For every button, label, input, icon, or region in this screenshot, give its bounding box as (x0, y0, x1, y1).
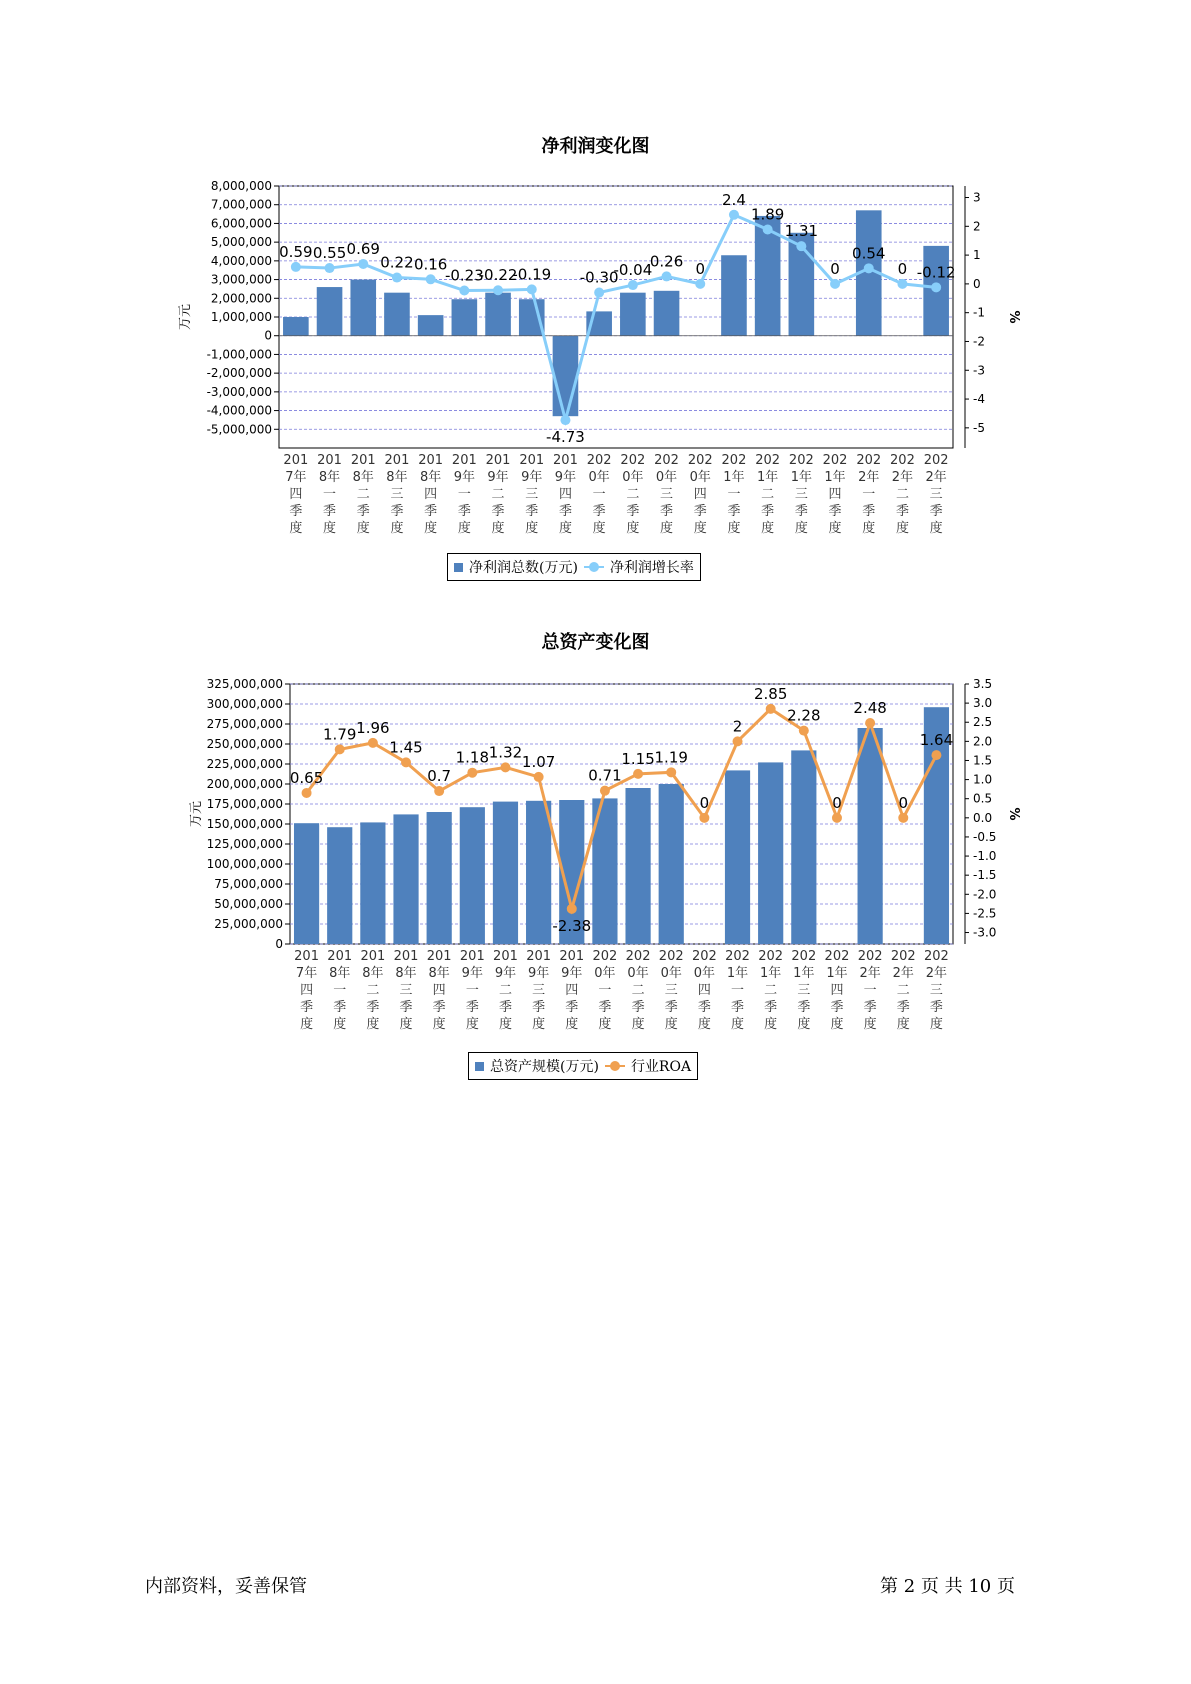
y2-tick-label: 3.0 (973, 696, 993, 711)
data-label: 1.19 (654, 748, 688, 767)
data-label: 2 (732, 717, 743, 736)
data-label: 1.18 (455, 748, 490, 767)
line-point (368, 738, 378, 748)
data-label: -2.38 (552, 916, 592, 935)
data-label: 0.55 (312, 244, 347, 263)
line-point (766, 704, 776, 714)
x-tick-label: 202 0年三季度 (658, 949, 684, 1032)
line-point (467, 768, 477, 778)
x-tick-label: 201 8年二季度 (360, 949, 386, 1032)
line-point (898, 813, 908, 823)
data-label: 2.48 (853, 699, 887, 717)
line-point (434, 786, 444, 796)
y-tick-label: 300,000,000 (206, 697, 283, 711)
x-tick-label: 201 8年三季度 (393, 949, 419, 1032)
legend-label-bars: 总资产规模(万元) (490, 1059, 599, 1075)
y-tick-label: -3,000,000 (206, 384, 272, 399)
y-axis-title: 万元 (189, 800, 204, 828)
data-label: 2.4 (722, 190, 746, 209)
y-tick-label: 275,000,000 (206, 717, 283, 731)
bar (360, 822, 385, 944)
bar-legend-swatch (475, 1062, 484, 1071)
data-label: 0.26 (649, 252, 684, 271)
y2-tick-label: -3.0 (973, 925, 997, 940)
y-tick-label: 225,000,000 (206, 757, 283, 771)
line-point (666, 767, 676, 777)
y2-axis-title: % (1006, 310, 1021, 324)
y-tick-label: 200,000,000 (206, 777, 283, 791)
y-tick-label: 100,000,000 (206, 857, 283, 871)
x-tick-label: 202 1年二季度 (758, 949, 784, 1032)
y-tick-label: 25,000,000 (214, 917, 283, 931)
y2-tick-label: -2 (973, 334, 985, 349)
data-label: 0.22 (380, 253, 414, 272)
bar (725, 770, 750, 944)
x-tick-label: 201 9年四季度 (553, 453, 578, 536)
line-point (832, 813, 842, 823)
data-label: -0.19 (512, 265, 552, 284)
y2-tick-label: 2.0 (973, 734, 993, 749)
x-tick-label: 202 1年三季度 (791, 949, 817, 1032)
bar (427, 812, 452, 944)
bar (858, 728, 883, 944)
x-tick-label: 201 9年三季度 (519, 453, 545, 536)
x-tick-label: 201 7年四季度 (294, 949, 319, 1032)
bar (526, 801, 551, 944)
x-tick-label: 202 2年一季度 (857, 949, 883, 1032)
x-tick-label: 202 0年一季度 (586, 453, 612, 536)
y2-tick-label: 1 (973, 248, 981, 263)
data-label: 0 (695, 259, 706, 278)
line-point (335, 744, 345, 754)
y-tick-label: 50,000,000 (214, 897, 283, 911)
y2-tick-label: -1.5 (973, 868, 997, 883)
y-tick-label: 325,000,000 (206, 677, 283, 691)
x-tick-label: 201 8年四季度 (418, 453, 444, 536)
y2-tick-label: -1.0 (973, 849, 997, 864)
data-label: 1.31 (784, 222, 819, 241)
line-point (401, 757, 411, 767)
bar (294, 823, 319, 944)
y-tick-label: 8,000,000 (210, 179, 272, 193)
x-tick-label: 202 2年二季度 (890, 949, 916, 1032)
line-point (799, 726, 809, 736)
bar (625, 788, 650, 944)
x-tick-label: 202 1年三季度 (788, 453, 814, 536)
x-tick-label: 201 8年一季度 (317, 453, 342, 536)
bar (393, 814, 418, 944)
x-tick-label: 202 0年二季度 (620, 453, 646, 536)
data-label: 1.32 (488, 743, 523, 762)
legend-label-line: 净利润增长率 (609, 560, 694, 576)
data-label: 2.28 (787, 706, 821, 725)
x-tick-label: 202 2年三季度 (924, 949, 949, 1032)
y-tick-label: 1,000,000 (210, 310, 272, 324)
bar (460, 807, 485, 944)
data-label: 0 (898, 793, 909, 812)
data-label: -4.73 (546, 428, 585, 447)
y-tick-label: 125,000,000 (206, 837, 283, 851)
x-tick-label: 202 0年三季度 (654, 453, 679, 536)
y-tick-label: 0 (264, 328, 272, 343)
y-tick-label: 150,000,000 (206, 817, 283, 831)
data-label: -0.04 (613, 261, 653, 280)
data-label: 1.79 (323, 725, 357, 744)
line-point (302, 788, 312, 798)
y2-tick-label: 0.5 (973, 791, 993, 806)
y-tick-label: 4,000,000 (210, 253, 272, 268)
x-tick-label: 201 8年二季度 (350, 453, 376, 536)
bar (327, 827, 352, 944)
x-tick-label: 202 1年一季度 (721, 453, 747, 536)
line-legend-swatch (605, 1061, 625, 1071)
line-point (534, 772, 544, 782)
legend-label-line: 行业ROA (630, 1059, 692, 1075)
y2-tick-label: 2 (973, 219, 981, 234)
y-tick-label: -1,000,000 (206, 347, 272, 362)
x-tick-label: 202 1年二季度 (755, 453, 781, 536)
data-label: -0.30 (579, 268, 619, 287)
y2-tick-label: -1 (973, 305, 985, 320)
line-point (567, 904, 577, 914)
y-tick-label: 250,000,000 (206, 737, 283, 751)
y2-tick-label: -2.0 (973, 887, 997, 902)
line-point (733, 736, 743, 746)
data-label: 1.15 (621, 749, 655, 768)
data-label: 0.7 (427, 767, 452, 786)
data-label: 1.64 (919, 731, 954, 750)
y-tick-label: -4,000,000 (206, 403, 272, 418)
x-tick-label: 202 2年一季度 (856, 453, 882, 536)
data-label: 0.65 (289, 768, 324, 787)
line-point (633, 769, 643, 779)
y-tick-label: 75,000,000 (214, 877, 283, 891)
data-label: 1.96 (356, 718, 390, 737)
line-point (865, 718, 875, 728)
x-tick-label: 201 9年三季度 (526, 949, 552, 1032)
y2-tick-label: -0.5 (973, 829, 997, 844)
x-tick-label: 201 9年二季度 (493, 949, 518, 1032)
bar (758, 762, 783, 944)
data-label: 0.71 (588, 766, 622, 785)
x-tick-label: 201 9年四季度 (559, 949, 585, 1032)
bar (791, 750, 816, 944)
x-tick-label: 202 0年四季度 (687, 453, 713, 536)
data-label: 2.85 (753, 684, 788, 703)
data-label: 0.59 (279, 242, 313, 261)
data-label: 0 (830, 259, 840, 278)
data-label: 0.54 (852, 244, 886, 263)
y2-tick-label: -3 (973, 363, 985, 378)
data-label: 1.89 (750, 205, 785, 224)
legend-label-bars: 净利润总数(万元) (469, 560, 578, 576)
x-tick-label: 202 1年四季度 (822, 453, 848, 536)
bar (659, 784, 684, 944)
y2-tick-label: 3 (973, 190, 981, 205)
data-label: 0.69 (346, 240, 380, 259)
data-label: 0.16 (413, 255, 448, 274)
line-point (500, 762, 510, 772)
line-point (931, 750, 941, 760)
chart-title: 总资产变化图 (541, 632, 650, 653)
y-tick-label: 2,000,000 (210, 291, 272, 306)
chart-title: 净利润变化图 (541, 136, 650, 157)
x-tick-label: 201 7年四季度 (283, 453, 309, 536)
x-tick-label: 201 9年一季度 (451, 453, 477, 536)
data-label: 1.07 (521, 752, 556, 771)
y-tick-label: 0 (275, 937, 283, 951)
y-tick-label: 3,000,000 (210, 272, 272, 287)
footer-note: 内部资料，妥善保管 (145, 1576, 307, 1597)
data-label: -0.12 (916, 263, 956, 282)
x-tick-label: 201 8年一季度 (327, 949, 353, 1032)
y2-axis-title: % (1006, 807, 1021, 821)
data-label: 0 (897, 259, 908, 278)
data-label: -0.22 (478, 266, 518, 285)
line-point (600, 786, 610, 796)
data-label: 0 (832, 793, 842, 812)
x-tick-label: 202 2年三季度 (923, 453, 949, 536)
x-tick-label: 202 1年一季度 (725, 949, 750, 1032)
y-tick-label: 7,000,000 (210, 197, 272, 212)
y2-tick-label: 0 (973, 276, 981, 291)
x-tick-label: 201 8年三季度 (384, 453, 410, 536)
y2-tick-label: 1.5 (973, 753, 993, 768)
x-tick-label: 202 2年二季度 (890, 453, 915, 536)
x-tick-label: 202 1年四季度 (824, 949, 850, 1032)
data-label: 1.45 (389, 738, 423, 757)
chart-legend (468, 1052, 698, 1080)
x-tick-label: 202 0年一季度 (592, 949, 618, 1032)
y2-tick-label: 0.0 (973, 810, 993, 825)
x-tick-label: 201 9年二季度 (485, 453, 511, 536)
y2-tick-label: 2.5 (973, 715, 993, 730)
y-tick-label: 175,000,000 (206, 797, 283, 811)
y-tick-label: 5,000,000 (210, 235, 272, 250)
y2-tick-label: 3.5 (973, 677, 993, 691)
x-tick-label: 202 0年二季度 (625, 949, 651, 1032)
x-tick-label: 201 9年一季度 (459, 949, 485, 1032)
y-tick-label: -5,000,000 (206, 422, 272, 437)
bar (493, 802, 518, 944)
y-tick-label: -2,000,000 (206, 366, 272, 381)
y-axis-title: 万元 (178, 303, 193, 331)
y2-tick-label: -4 (973, 392, 985, 407)
line-point (699, 813, 709, 823)
x-tick-label: 201 8年四季度 (426, 949, 452, 1032)
y-tick-label: 6,000,000 (210, 216, 272, 231)
x-tick-label: 202 0年四季度 (691, 949, 717, 1032)
y2-tick-label: -2.5 (973, 906, 997, 921)
page-number: 第 2 页 共 10 页 (880, 1576, 1015, 1597)
y2-tick-label: -5 (973, 420, 985, 435)
data-label: 0 (699, 793, 710, 812)
data-label: -0.23 (444, 266, 484, 285)
y2-tick-label: 1.0 (973, 772, 993, 787)
